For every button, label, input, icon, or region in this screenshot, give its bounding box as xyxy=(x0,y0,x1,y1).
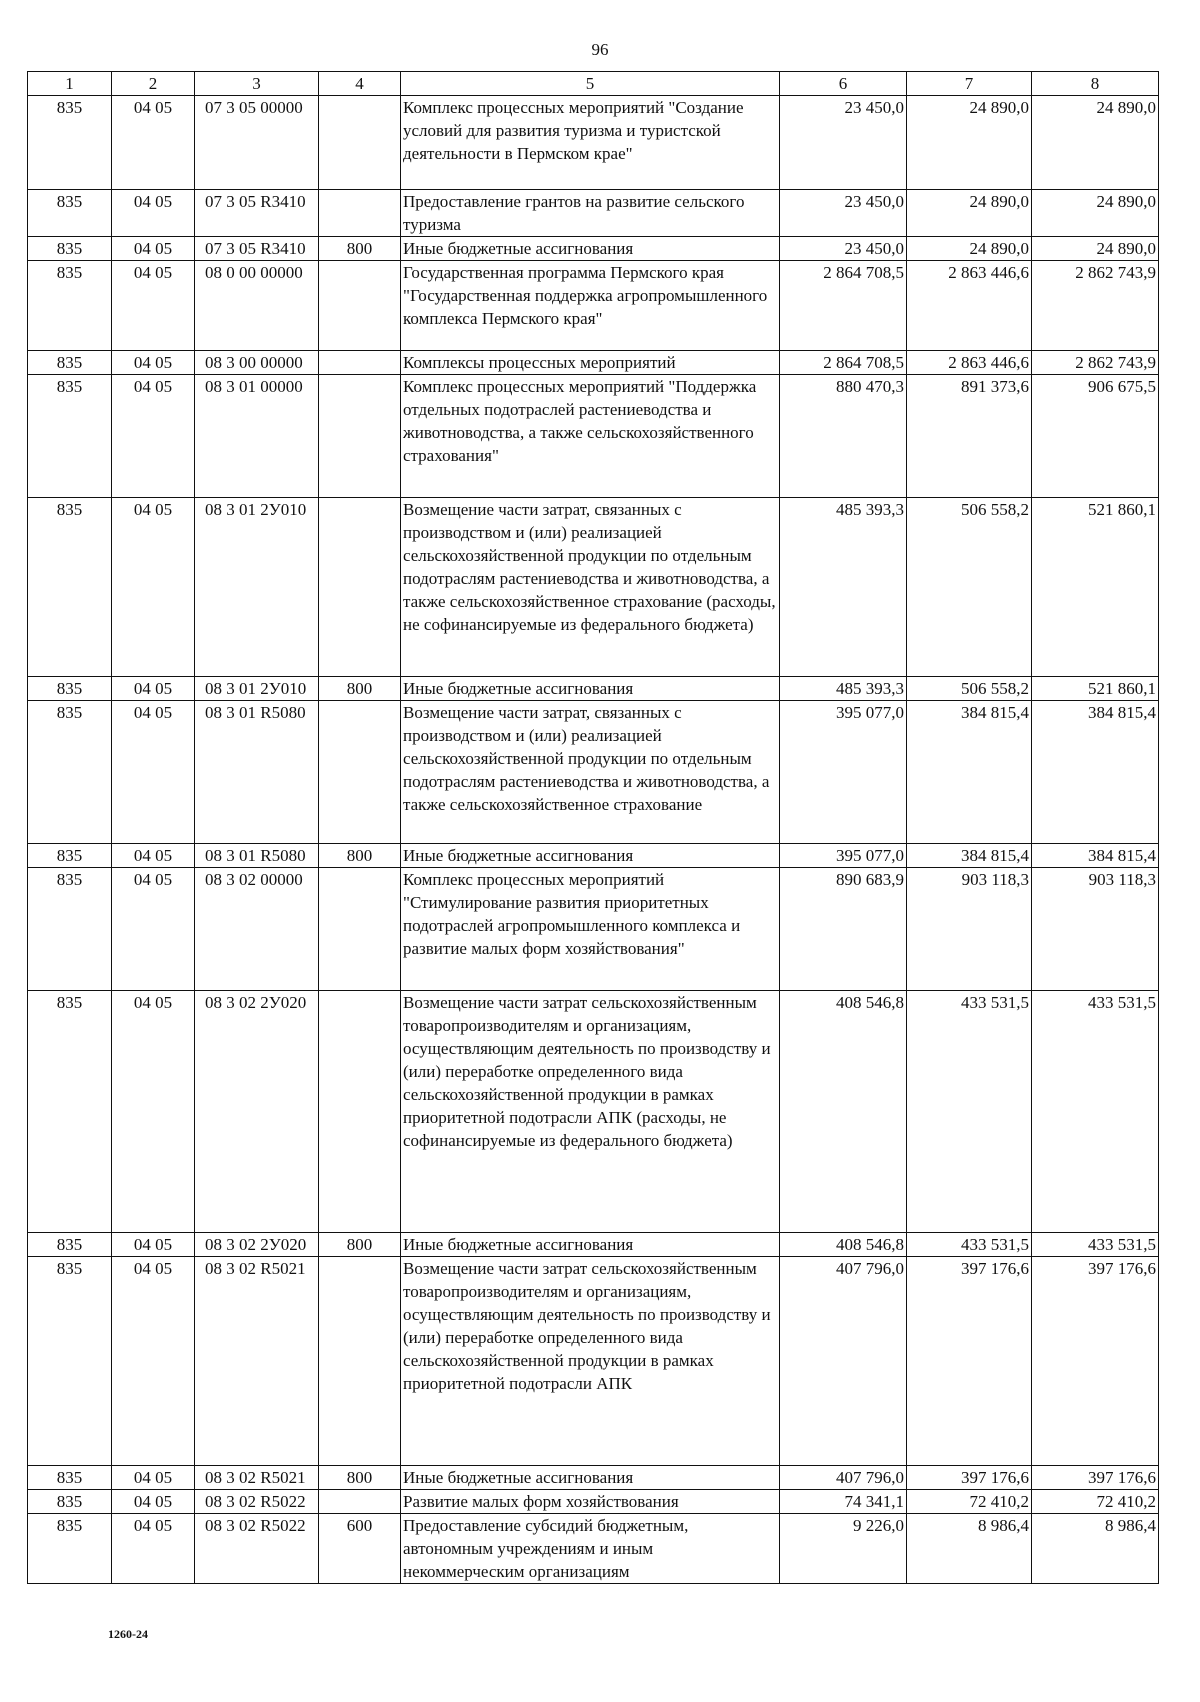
cell-amount-year-1: 395 077,0 xyxy=(780,701,907,844)
cell-amount-year-2: 384 815,4 xyxy=(907,701,1032,844)
cell-amount-year-1: 880 470,3 xyxy=(780,375,907,498)
cell-amount-year-2: 903 118,3 xyxy=(907,868,1032,991)
cell-target-article: 08 3 01 R5080 xyxy=(195,844,319,868)
cell-expense-type xyxy=(319,351,401,375)
cell-amount-year-3: 8 986,4 xyxy=(1032,1514,1159,1584)
table-row xyxy=(28,868,1159,991)
cell-department-code: 835 xyxy=(28,351,112,375)
column-number: 2 xyxy=(112,72,195,96)
cell-amount-year-3: 903 118,3 xyxy=(1032,868,1159,991)
cell-amount-year-1: 408 546,8 xyxy=(780,1233,907,1257)
cell-amount-year-2: 397 176,6 xyxy=(907,1466,1032,1490)
cell-department-code: 835 xyxy=(28,868,112,991)
cell-amount-year-3: 72 410,2 xyxy=(1032,1490,1159,1514)
cell-amount-year-1: 23 450,0 xyxy=(780,190,907,237)
column-number: 3 xyxy=(195,72,319,96)
cell-expense-type xyxy=(319,1257,401,1466)
cell-expense-type xyxy=(319,96,401,190)
cell-section-code: 04 05 xyxy=(112,96,195,190)
cell-description: Иные бюджетные ассигнования xyxy=(401,237,780,261)
cell-department-code: 835 xyxy=(28,1490,112,1514)
cell-section-code: 04 05 xyxy=(112,844,195,868)
cell-department-code: 835 xyxy=(28,190,112,237)
cell-department-code: 835 xyxy=(28,991,112,1233)
cell-department-code: 835 xyxy=(28,375,112,498)
cell-expense-type: 800 xyxy=(319,844,401,868)
table-row xyxy=(28,351,1159,375)
cell-amount-year-3: 384 815,4 xyxy=(1032,701,1159,844)
cell-amount-year-2: 2 863 446,6 xyxy=(907,261,1032,351)
cell-description: Государственная программа Пермского края "Государственная поддержка агропромышленного комплекса Пермского края" xyxy=(401,261,780,351)
cell-expense-type: 800 xyxy=(319,1233,401,1257)
table-row xyxy=(28,677,1159,701)
cell-description: Возмещение части затрат, связанных с производством и (или) реализацией сельскохозяйственной продукции по отдельным подотраслям растениеводства и животноводства, а также сельскохозяйственное страхование (расходы, не софинансируемые из федерального бюджета) xyxy=(401,498,780,677)
cell-section-code: 04 05 xyxy=(112,1257,195,1466)
cell-amount-year-3: 24 890,0 xyxy=(1032,237,1159,261)
cell-amount-year-3: 384 815,4 xyxy=(1032,844,1159,868)
cell-amount-year-2: 72 410,2 xyxy=(907,1490,1032,1514)
table-row xyxy=(28,1490,1159,1514)
cell-target-article: 08 3 02 R5021 xyxy=(195,1257,319,1466)
cell-amount-year-3: 906 675,5 xyxy=(1032,375,1159,498)
cell-section-code: 04 05 xyxy=(112,1514,195,1584)
cell-section-code: 04 05 xyxy=(112,375,195,498)
table-row xyxy=(28,844,1159,868)
cell-description: Комплекс процессных мероприятий "Поддержка отдельных подотраслей растениеводства и животноводства, а также сельскохозяйственного страхования" xyxy=(401,375,780,498)
table-row xyxy=(28,1514,1159,1584)
cell-expense-type: 800 xyxy=(319,677,401,701)
cell-section-code: 04 05 xyxy=(112,868,195,991)
column-number: 6 xyxy=(780,72,907,96)
cell-amount-year-1: 485 393,3 xyxy=(780,498,907,677)
cell-amount-year-2: 24 890,0 xyxy=(907,237,1032,261)
cell-amount-year-3: 521 860,1 xyxy=(1032,677,1159,701)
cell-target-article: 08 3 02 2У020 xyxy=(195,1233,319,1257)
table-row xyxy=(28,1466,1159,1490)
cell-description: Иные бюджетные ассигнования xyxy=(401,677,780,701)
cell-amount-year-1: 395 077,0 xyxy=(780,844,907,868)
cell-section-code: 04 05 xyxy=(112,1233,195,1257)
cell-expense-type xyxy=(319,261,401,351)
cell-department-code: 835 xyxy=(28,1466,112,1490)
cell-section-code: 04 05 xyxy=(112,351,195,375)
cell-target-article: 08 3 01 2У010 xyxy=(195,498,319,677)
cell-amount-year-2: 2 863 446,6 xyxy=(907,351,1032,375)
cell-target-article: 08 3 02 2У020 xyxy=(195,991,319,1233)
table-row xyxy=(28,498,1159,677)
column-number: 7 xyxy=(907,72,1032,96)
cell-target-article: 08 3 02 00000 xyxy=(195,868,319,991)
column-number: 5 xyxy=(401,72,780,96)
cell-description: Развитие малых форм хозяйствования xyxy=(401,1490,780,1514)
cell-department-code: 835 xyxy=(28,701,112,844)
cell-target-article: 07 3 05 R3410 xyxy=(195,190,319,237)
cell-amount-year-1: 2 864 708,5 xyxy=(780,261,907,351)
cell-section-code: 04 05 xyxy=(112,1490,195,1514)
cell-amount-year-3: 2 862 743,9 xyxy=(1032,261,1159,351)
cell-amount-year-2: 24 890,0 xyxy=(907,190,1032,237)
cell-section-code: 04 05 xyxy=(112,1466,195,1490)
cell-expense-type xyxy=(319,868,401,991)
cell-amount-year-2: 506 558,2 xyxy=(907,498,1032,677)
cell-expense-type xyxy=(319,375,401,498)
cell-expense-type: 800 xyxy=(319,1466,401,1490)
cell-amount-year-1: 485 393,3 xyxy=(780,677,907,701)
cell-description: Предоставление субсидий бюджетным, автономным учреждениям и иным некоммерческим организациям xyxy=(401,1514,780,1584)
table-row xyxy=(28,190,1159,237)
cell-amount-year-2: 384 815,4 xyxy=(907,844,1032,868)
cell-expense-type xyxy=(319,1490,401,1514)
cell-department-code: 835 xyxy=(28,1233,112,1257)
cell-amount-year-2: 24 890,0 xyxy=(907,96,1032,190)
cell-expense-type xyxy=(319,190,401,237)
cell-amount-year-3: 521 860,1 xyxy=(1032,498,1159,677)
cell-section-code: 04 05 xyxy=(112,261,195,351)
cell-section-code: 04 05 xyxy=(112,991,195,1233)
cell-description: Иные бюджетные ассигнования xyxy=(401,844,780,868)
cell-expense-type xyxy=(319,991,401,1233)
cell-target-article: 08 3 01 00000 xyxy=(195,375,319,498)
cell-amount-year-3: 24 890,0 xyxy=(1032,96,1159,190)
page-number: 96 xyxy=(591,40,609,59)
table-row xyxy=(28,96,1159,190)
cell-expense-type xyxy=(319,498,401,677)
cell-amount-year-1: 407 796,0 xyxy=(780,1466,907,1490)
cell-department-code: 835 xyxy=(28,96,112,190)
cell-target-article: 08 3 01 2У010 xyxy=(195,677,319,701)
cell-amount-year-1: 408 546,8 xyxy=(780,991,907,1233)
cell-amount-year-2: 8 986,4 xyxy=(907,1514,1032,1584)
column-number: 8 xyxy=(1032,72,1159,96)
cell-target-article: 08 3 02 R5022 xyxy=(195,1490,319,1514)
cell-amount-year-2: 433 531,5 xyxy=(907,1233,1032,1257)
cell-department-code: 835 xyxy=(28,261,112,351)
cell-section-code: 04 05 xyxy=(112,677,195,701)
cell-department-code: 835 xyxy=(28,1257,112,1466)
cell-description: Возмещение части затрат сельскохозяйственным товаропроизводителям и организациям, осуществляющим деятельность по производству и (или) переработке определенного вида сельскохозяйственной продукции в рамках приоритетной подотрасли АПК xyxy=(401,1257,780,1466)
cell-target-article: 08 3 01 R5080 xyxy=(195,701,319,844)
cell-section-code: 04 05 xyxy=(112,701,195,844)
cell-target-article: 08 0 00 00000 xyxy=(195,261,319,351)
cell-expense-type: 800 xyxy=(319,237,401,261)
cell-department-code: 835 xyxy=(28,844,112,868)
table-row xyxy=(28,261,1159,351)
cell-amount-year-3: 2 862 743,9 xyxy=(1032,351,1159,375)
table-row xyxy=(28,375,1159,498)
table-row xyxy=(28,1233,1159,1257)
cell-section-code: 04 05 xyxy=(112,190,195,237)
cell-description: Комплексы процессных мероприятий xyxy=(401,351,780,375)
cell-amount-year-3: 397 176,6 xyxy=(1032,1466,1159,1490)
cell-target-article: 07 3 05 R3410 xyxy=(195,237,319,261)
cell-target-article: 07 3 05 00000 xyxy=(195,96,319,190)
cell-department-code: 835 xyxy=(28,677,112,701)
table-row xyxy=(28,237,1159,261)
table-row xyxy=(28,701,1159,844)
cell-department-code: 835 xyxy=(28,498,112,677)
cell-description: Комплекс процессных мероприятий "Создание условий для развития туризма и туристской деятельности в Пермском крае" xyxy=(401,96,780,190)
cell-description: Возмещение части затрат, связанных с производством и (или) реализацией сельскохозяйственной продукции по отдельным подотраслям растениеводства и животноводства, а также сельскохозяйственное страхование xyxy=(401,701,780,844)
cell-amount-year-1: 23 450,0 xyxy=(780,96,907,190)
cell-amount-year-3: 397 176,6 xyxy=(1032,1257,1159,1466)
cell-amount-year-2: 506 558,2 xyxy=(907,677,1032,701)
cell-amount-year-2: 397 176,6 xyxy=(907,1257,1032,1466)
cell-amount-year-1: 23 450,0 xyxy=(780,237,907,261)
cell-description: Возмещение части затрат сельскохозяйственным товаропроизводителям и организациям, осуществляющим деятельность по производству и (или) переработке определенного вида сельскохозяйственной продукции в рамках приоритетной подотрасли АПК (расходы, не софинансируемые из федерального бюджета) xyxy=(401,991,780,1233)
cell-amount-year-2: 433 531,5 xyxy=(907,991,1032,1233)
cell-amount-year-3: 433 531,5 xyxy=(1032,1233,1159,1257)
cell-expense-type xyxy=(319,701,401,844)
cell-description: Комплекс процессных мероприятий "Стимулирование развития приоритетных подотраслей агропромышленного комплекса и развитие малых форм хозяйствования" xyxy=(401,868,780,991)
cell-amount-year-1: 74 341,1 xyxy=(780,1490,907,1514)
cell-amount-year-1: 407 796,0 xyxy=(780,1257,907,1466)
column-number-row xyxy=(28,72,1159,96)
cell-amount-year-2: 891 373,6 xyxy=(907,375,1032,498)
budget-table xyxy=(27,71,1159,1584)
cell-department-code: 835 xyxy=(28,1514,112,1584)
cell-description: Предоставление грантов на развитие сельского туризма xyxy=(401,190,780,237)
cell-amount-year-3: 433 531,5 xyxy=(1032,991,1159,1233)
cell-amount-year-3: 24 890,0 xyxy=(1032,190,1159,237)
cell-section-code: 04 05 xyxy=(112,237,195,261)
cell-section-code: 04 05 xyxy=(112,498,195,677)
cell-amount-year-1: 890 683,9 xyxy=(780,868,907,991)
table-row xyxy=(28,1257,1159,1466)
document-code: 1260-24 xyxy=(108,1627,148,1641)
cell-target-article: 08 3 00 00000 xyxy=(195,351,319,375)
cell-description: Иные бюджетные ассигнования xyxy=(401,1466,780,1490)
cell-expense-type: 600 xyxy=(319,1514,401,1584)
column-number: 1 xyxy=(28,72,112,96)
cell-target-article: 08 3 02 R5021 xyxy=(195,1466,319,1490)
column-number: 4 xyxy=(319,72,401,96)
cell-description: Иные бюджетные ассигнования xyxy=(401,1233,780,1257)
table-row xyxy=(28,991,1159,1233)
cell-amount-year-1: 2 864 708,5 xyxy=(780,351,907,375)
cell-amount-year-1: 9 226,0 xyxy=(780,1514,907,1584)
cell-department-code: 835 xyxy=(28,237,112,261)
cell-target-article: 08 3 02 R5022 xyxy=(195,1514,319,1584)
